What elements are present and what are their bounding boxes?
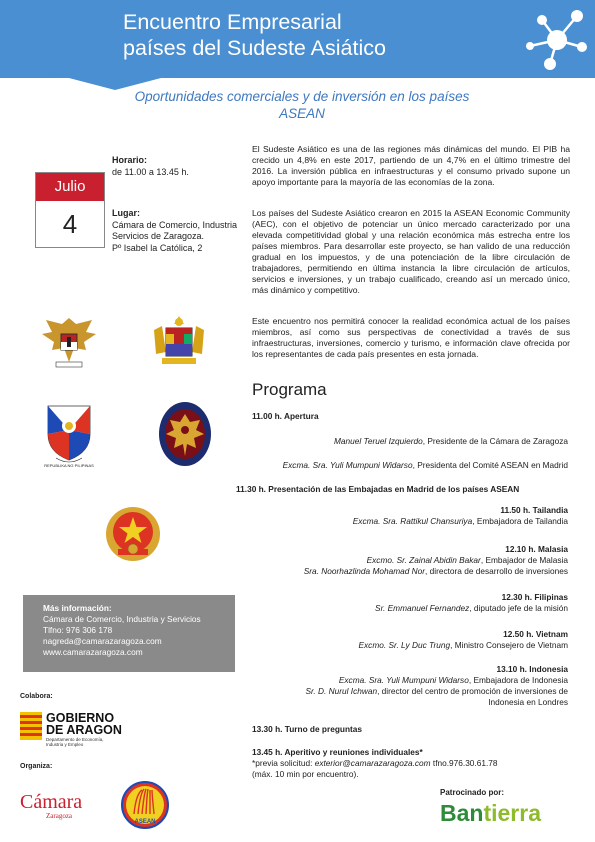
program-indonesia-speaker-2: Sr. D. Nurul Ichwan, director del centro de promoción de inversiones de: [305, 686, 568, 696]
indonesia-garuda-emblem: [38, 310, 100, 372]
asean-logo-text: ASEAN: [134, 819, 156, 825]
aragon-flag-icon: [20, 712, 42, 740]
gobierno-aragon-logo: GOBIERNO DE ARAGON Departamento de Economía, Industria y Empleo: [20, 712, 130, 744]
info-website-link[interactable]: www.camarazaragoza.com: [43, 647, 143, 657]
contact-email-link[interactable]: exterior@camarazaragoza.com: [314, 758, 431, 768]
program-indonesia-time: 13.10 h. Indonesia: [496, 664, 568, 674]
philippines-coat-of-arms: [40, 400, 98, 470]
program-previa-note: (máx. 10 min por encuentro).: [252, 769, 359, 779]
program-speaker-2: Excma. Sra. Yuli Mumpuni Widarso, Presidenta del Comité ASEAN en Madrid: [282, 460, 568, 470]
camara-zaragoza-logo: Cámara Zaragoza: [20, 791, 83, 820]
patrocinado-label: Patrocinado por:: [440, 788, 505, 797]
program-vietnam-time: 12.50 h. Vietnam: [503, 629, 568, 639]
program-indonesia-speaker-1: Excma. Sra. Yuli Mumpuni Widarso, Embajadora de Indonesia: [338, 675, 568, 685]
program-item-apertura: 11.00 h. Apertura: [252, 411, 319, 421]
malaysia-coat-of-arms: [148, 312, 210, 370]
schedule: Horario: de 11.00 a 13.45 h.: [112, 155, 189, 177]
program-speaker-1: Manuel Teruel Izquierdo, Presidente de la Cámara de Zaragoza: [334, 436, 568, 446]
intro-paragraph-2: Los países del Sudeste Asiático crearon en 2015 la ASEAN Economic Community (AEC), con el objetivo de potenciar un único mercado caracterizado por una elevada competitividad global y una relación económica más estrecha entre los países miembros. Para desarrollar este proyecto, se han valido de una reducción gradual en los impuestos, y de una potenciación de la libre circulación de trabajadores, permitiendo en última instancia la libre circulación de artículos, servicios e inversiones, y un trabajo cualificado, creando así un mercado único, más dinámico y competitivo.: [252, 208, 570, 295]
network-icon: [520, 2, 595, 78]
info-email-link[interactable]: nagreda@camarazaragoza.com: [43, 636, 162, 646]
program-tailandia-speaker: Excma. Sra. Rattikul Chansuriya, Embajadora de Tailandia: [352, 516, 568, 526]
page-title: Encuentro Empresarial países del Sudeste Asiático: [123, 10, 386, 60]
program-heading: Programa: [252, 380, 327, 399]
program-indonesia-speaker-2-cont: Indonesia en Londres: [488, 697, 568, 707]
asean-logo: [120, 780, 170, 830]
program-filipinas-time: 12.30 h. Filipinas: [501, 592, 568, 602]
organiza-label: Organiza:: [20, 763, 53, 770]
philippines-caption: REPUBLIKA NG PILIPINAS: [44, 463, 94, 468]
vietnam-emblem: [104, 505, 162, 563]
program-malasia-speaker-1: Excmo. Sr. Zainal Abidin Bakar, Embajador de Malasia: [366, 555, 568, 565]
program-item-aperitivo: 13.45 h. Aperitivo y reuniones individuales*: [252, 747, 423, 757]
program-malasia-time: 12.10 h. Malasia: [505, 544, 568, 554]
program-tailandia-time: 11.50 h. Tailandia: [500, 505, 568, 515]
program-previa: *previa solicitud: exterior@camarazaragoza.com tfno.976.30.61.78: [252, 758, 498, 768]
program-filipinas-speaker: Sr. Emmanuel Fernandez, diputado jefe de la misión: [375, 603, 568, 613]
date-month: Julio: [36, 173, 104, 201]
colabora-label: Colabora:: [20, 693, 53, 700]
intro-paragraph-3: Este encuentro nos permitirá conocer la realidad económica actual de los países miembros, así como sus perspectivas de conectividad a través de sus infraestructuras, inversiones, comercio y turismo, e información clave ofrecida por los representantes de cada país presentes en esta jornada.: [252, 316, 570, 359]
program-item-turno: 13.30 h. Turno de preguntas: [252, 724, 363, 734]
thailand-garuda-emblem: [156, 400, 214, 468]
subtitle: Oportunidades comerciales y de inversión en los países ASEAN: [134, 89, 470, 121]
intro-paragraph-1: El Sudeste Asiático es una de las regiones más dinámicas del mundo. El PIB ha crecido un 4,8% en este 2017, partiendo de un 4,7% en el último trimestre del 2016. La inversión pública en infraestructuras y el consumo privado supone un apoyo importante para la mayoría de las economías de la zona.: [252, 144, 570, 187]
contact-info-box: Más información: Cámara de Comercio, Industria y Servicios Tlfno: 976 306 178 nagreda@camarazaragoza.com www.camarazaragoza.com: [23, 595, 235, 672]
venue: Lugar: Cámara de Comercio, Industria Servicios de Zaragoza. Pº Isabel la Católica, 2: [112, 208, 238, 253]
bantierra-logo: Bantierra: [440, 800, 541, 826]
date-card: [35, 172, 105, 248]
program-malasia-speaker-2: Sra. Noorhazlinda Mohamad Nor, directora de desarrollo de inversiones: [303, 566, 568, 576]
program-vietnam-speaker: Excmo. Sr. Ly Duc Trung, Ministro Consejero de Vietnam: [358, 640, 568, 650]
date-day: 4: [62, 209, 78, 239]
program-item-presentacion: 11.30 h. Presentación de las Embajadas en Madrid de los países ASEAN: [236, 484, 520, 494]
